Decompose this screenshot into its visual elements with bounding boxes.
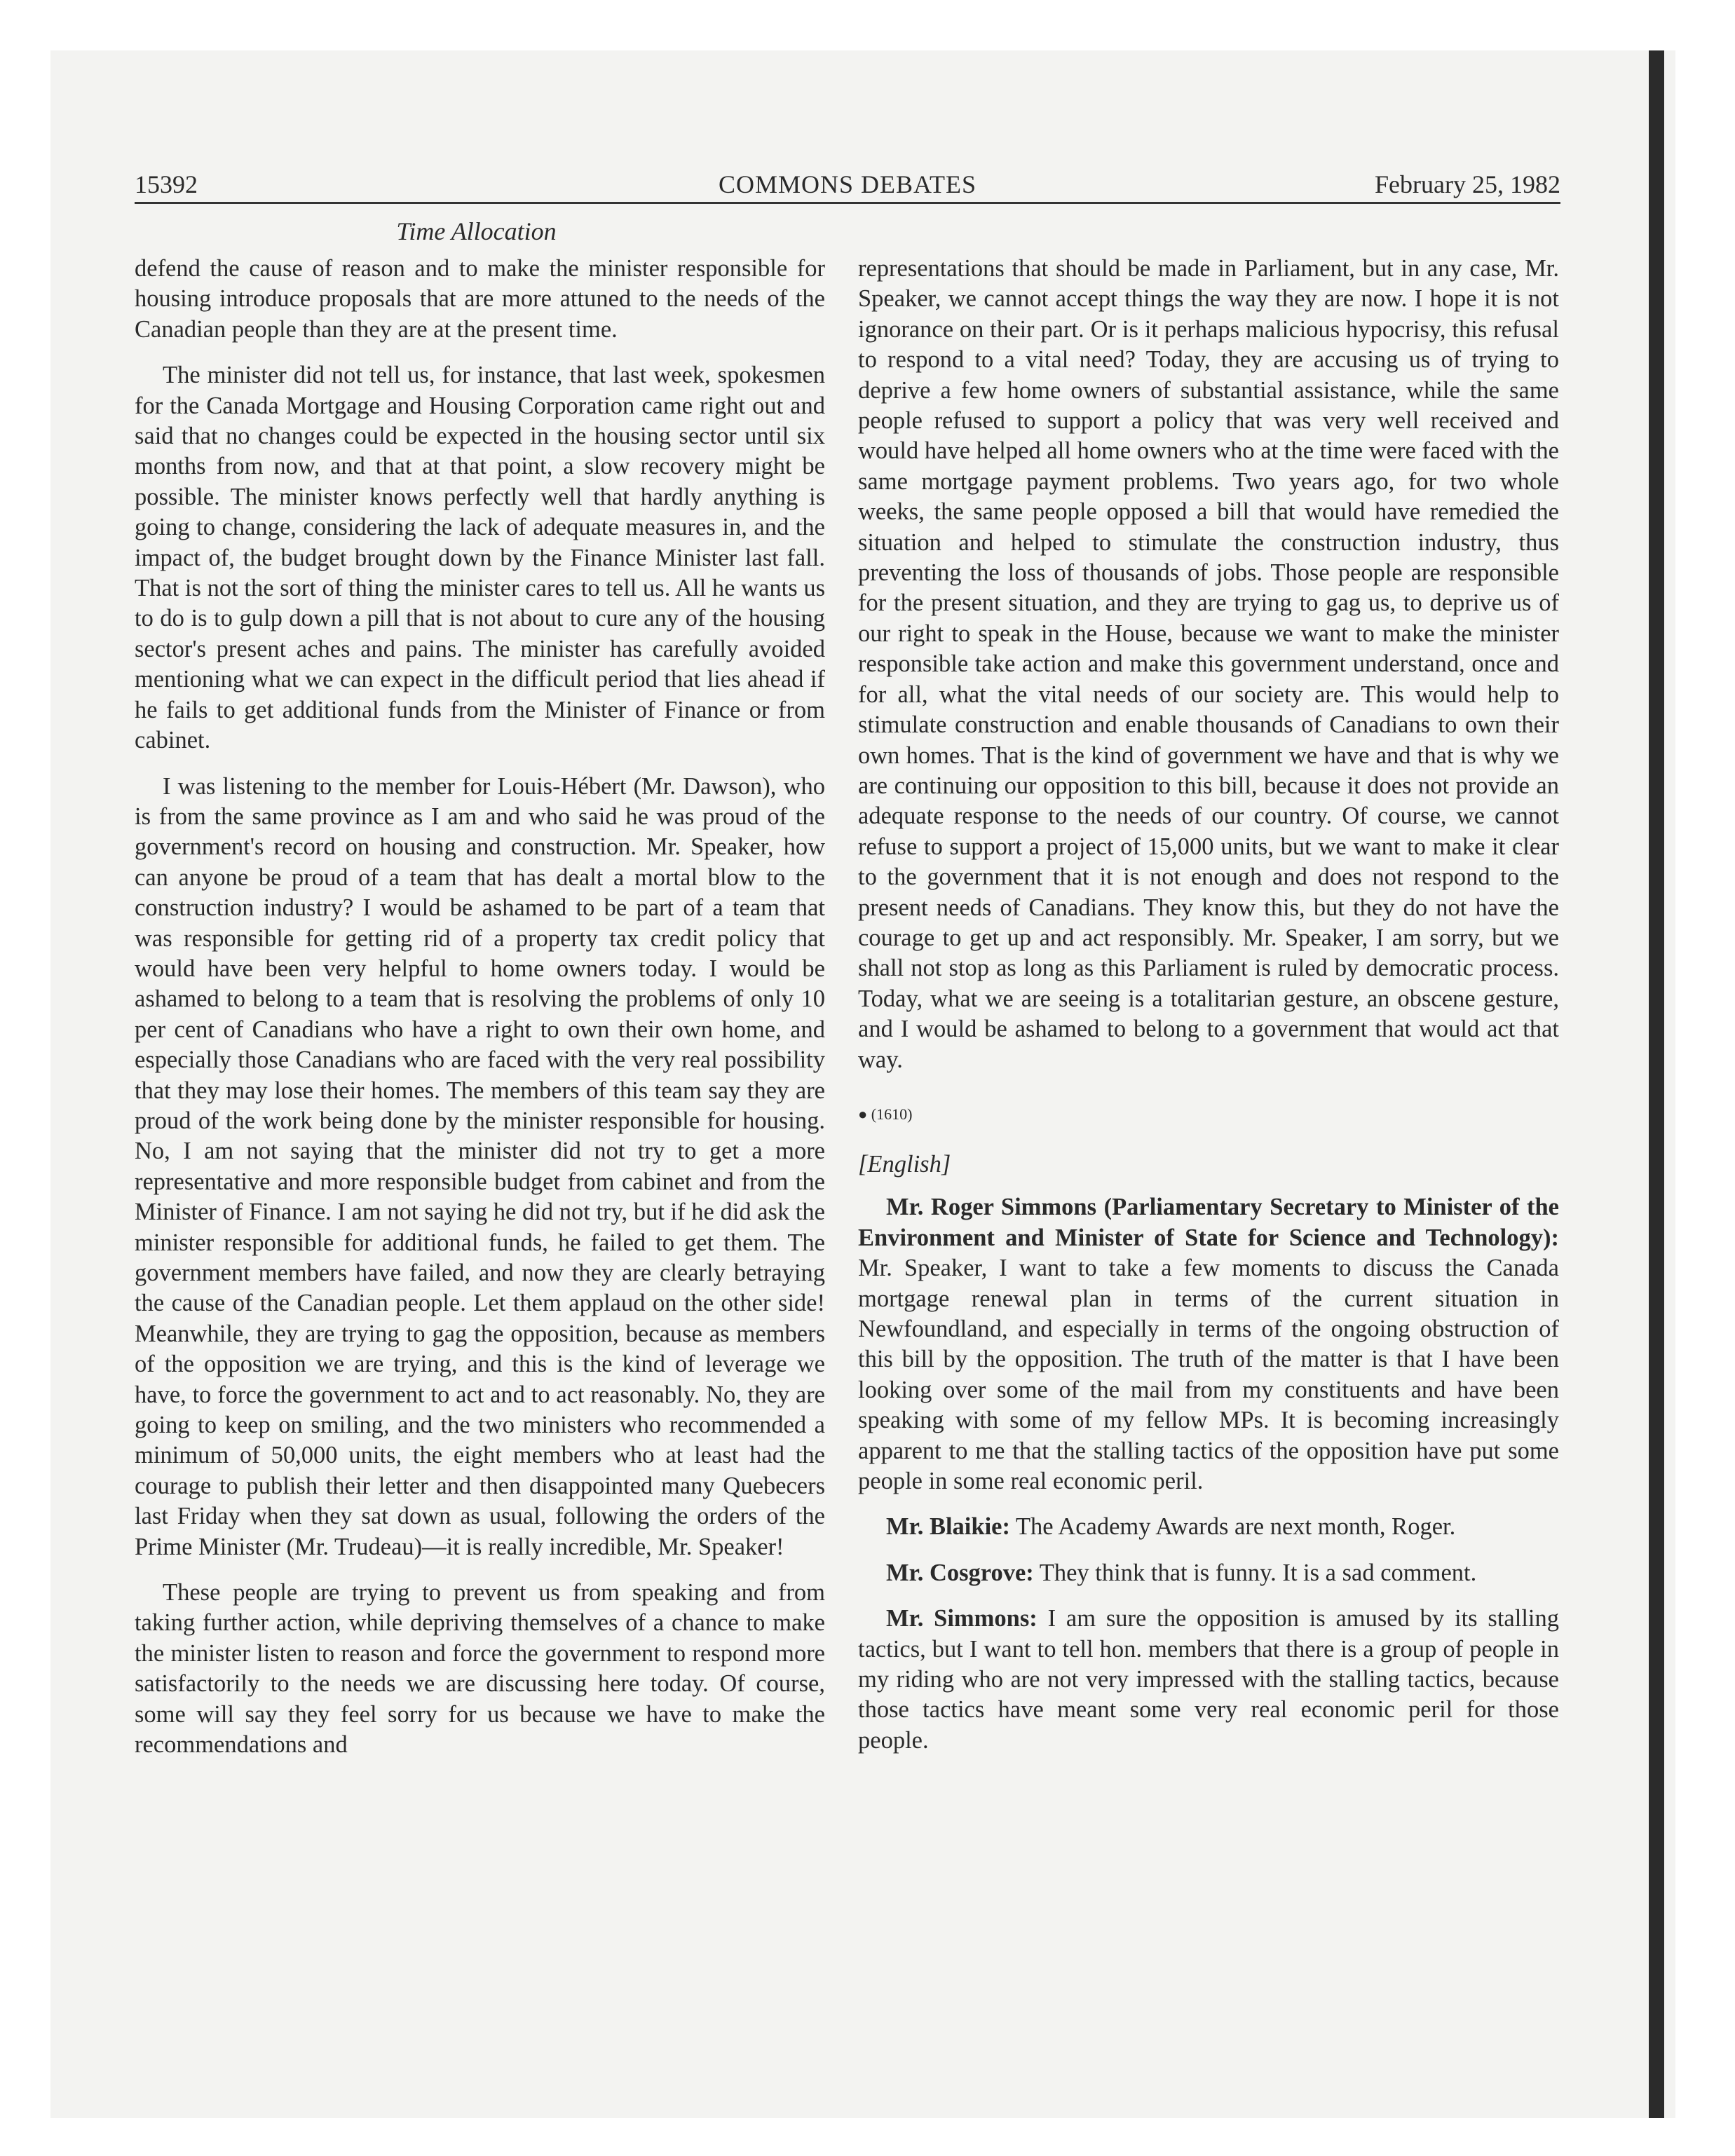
speaker-name: Mr. Blaikie: — [886, 1513, 1010, 1541]
paragraph: The minister did not tell us, for instance, that last week, spokesmen for the Canada Mortgage and Housing Corporation came right out and said that no changes could be expected in the housing sector until six months from now, and that at that point, a slow recovery might be possible. The minister knows perfectly well that hardly anything is going to change, considering the lack of adequate measures in, and the impact of, the budget brought down by the Finance Minister last fall. That is not the sort of thing the minister cares to tell us. All he wants us to do is to gulp down a pill that is not about to cure any of the housing sector's present aches and pains. The minister has carefully avoided mentioning what we can expect in the difficult period that lies ahead if he fails to get additional funds from the Minister of Finance or from cabinet. — [135, 362, 825, 754]
time-marker: ● (1610) — [858, 1105, 913, 1123]
speech-text: The Academy Awards are next month, Roger. — [1009, 1513, 1456, 1541]
speech-paragraph — [858, 1604, 1559, 1756]
paragraph: representations that should be made in Parliament, but in any case, Mr. Speaker, we cannot accept things the way they are now. I hope it is not ignorance on their part. Or is it perhaps malicious hypocrisy, this refusal to respond to a vital need? Today, they are accusing us of trying to deprive a few home owners of substantial assistance, while the same people refused to support a policy that was very well received and would have helped all home owners who at the time were faced with the same mortgage payment problems. Two years ago, for two whole weeks, the same people opposed a bill that would have remedied the situation and helped to stimulate the construction industry, thus preventing the loss of thousands of jobs. Those people are responsible for the present situation, and they are trying to gag us, to deprive us of our right to speak in the House, because we want to make the minister responsible take action and make this government understand, once and for all, what the vital needs of our society are. This would help to stimulate construction and enable thousands of Canadians to own their own homes. That is the kind of government we have and that is why we are continuing our opposition to this bill, because it does not provide an adequate response to the needs of our country. Of course, we cannot refuse to support a project of 15,000 units, but we want to make it clear to the government that it is not enough and does not respond to the present needs of Canadians. They know this, but they do not have the courage to get up and act responsibly. Mr. Speaker, I am sorry, but we shall not stop as long as this Parliament is ruled by democratic process. Today, what we are seeing is a totalitarian gesture, an obscene gesture, and I would be ashamed to belong to a government that would act that way. — [858, 255, 1559, 1073]
paragraph: defend the cause of reason and to make the minister responsible for housing introduce proposals that are more attuned to the needs of the Canadian people than they are at the present time. — [135, 255, 825, 343]
speaker-name: Mr. Simmons: — [886, 1605, 1037, 1632]
section-title: Time Allocation — [396, 217, 557, 245]
page-number: 15392 — [135, 170, 198, 198]
page-header — [135, 167, 1560, 204]
speech-text: I am sure the opposition is amused by its stalling tactics, but I want to tell hon. members that there is a group of people in my riding who are not very impressed with the stalling tactics, because those tactics have meant some very real economic peril for those people. — [858, 1605, 1559, 1754]
left-column — [135, 254, 825, 1776]
paragraph: These people are trying to prevent us from speaking and from taking further action, while depriving themselves of a chance to make the minister listen to reason and force the government to respond more satisfactorily to the needs we are discussing here today. Of course, some will say they feel sorry for us because we have to make the recommendations and — [135, 1579, 825, 1759]
language-marker: [English] — [858, 1150, 951, 1178]
paragraph: I was listening to the member for Louis-Hébert (Mr. Dawson), who is from the same province as I am and who said he was proud of the government's record on housing and construction. Mr. Speaker, how can anyone be proud of a team that has dealt a mortal blow to the construction industry? I would be ashamed to be part of a team that was responsible for getting rid of a property tax credit policy that would have been very helpful to home owners today. I would be ashamed to belong to a team that is resolving the problems of only 10 per cent of Canadians who have a right to own their own home, and especially those Canadians who are faced with the very real possibility that they may lose their homes. The members of this team say they are proud of the work being done by the minister responsible for housing. No, I am not saying that the minister did not try to get a more representative and more responsible budget from cabinet and from the Minister of Finance. I am not saying he did not try, but if he did ask the minister responsible for additional funds, he failed to get them. The government members have failed, and now they are clearly betraying the cause of the Canadian people. Let them applaud on the other side! Meanwhile, they are trying to gag the opposition, because as members of the opposition we are trying, and this is the kind of leverage we have, to force the government to act and to act reasonably. No, they are going to keep on smiling, and the two ministers who recommended a minimum of 50,000 units, the eight members who at least had the courage to publish their letter and then disappointed many Quebecers last Friday when they sat down as usual, following the orders of the Prime Minister (Mr. Trudeau)—it is really incredible, Mr. Speaker! — [135, 772, 825, 1560]
running-title: COMMONS DEBATES — [718, 170, 977, 198]
speech-text: Mr. Speaker, I want to take a few moments to discuss the Canada mortgage renewal plan in terms of the current situation in Newfoundland, and especially in terms of the ongoing obstruction of this bill by the opposition. The truth of the matter is that I have been looking over some of the mail from my constituents and have been speaking with some of my fellow MPs. It is becoming increasingly apparent to me that the stalling tactics of the opposition have put some people in some real economic peril. — [858, 1255, 1559, 1495]
speaker-name: Mr. Cosgrove: — [886, 1559, 1034, 1586]
scan-edge — [1649, 50, 1664, 2118]
speaker-name: Mr. Roger Simmons (Parliamentary Secretary to Minister of the Environment and Minister of State for Science and Technology): — [858, 1194, 1559, 1251]
speech-paragraph — [858, 1558, 1559, 1588]
speech-text: They think that is funny. It is a sad comment. — [1033, 1559, 1477, 1586]
speech-paragraph — [858, 1192, 1559, 1496]
page-date: February 25, 1982 — [1375, 170, 1560, 198]
speech-paragraph — [858, 1512, 1559, 1542]
right-column — [858, 254, 1559, 1771]
